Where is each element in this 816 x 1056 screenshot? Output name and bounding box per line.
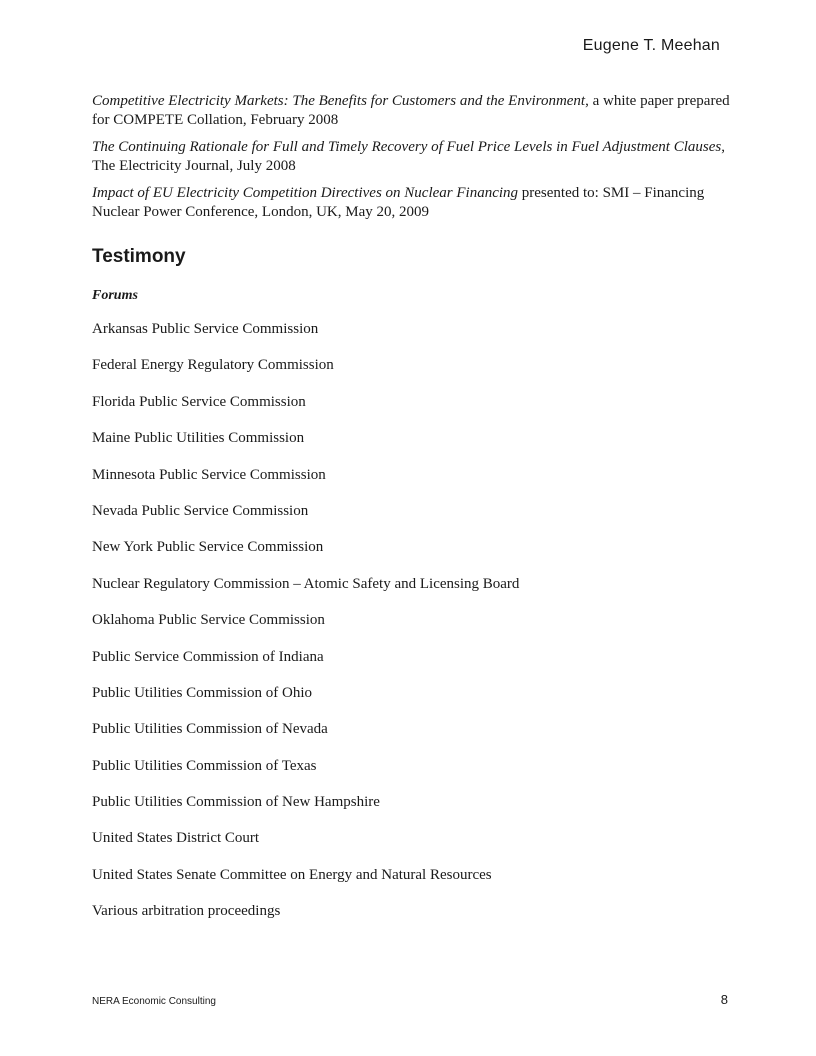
forum-item: Public Utilities Commission of Texas [92,757,317,774]
forum-item: Public Utilities Commission of Nevada [92,721,328,738]
header-author: Eugene T. Meehan [582,37,720,54]
publications-list [92,92,732,230]
publication-title: The Continuing Rationale for Full and Timely Recovery of Fuel Price Levels in Fuel Adjustment Clauses [92,139,722,155]
publication-details: , a white paper prepared for COMPETE Collation, February 2008 [92,93,730,128]
footer-firm: NERA Economic Consulting [92,996,216,1007]
publication-item [92,92,732,130]
publication-title: Impact of EU Electricity Competition Directives on Nuclear Financing [92,185,519,201]
forum-item: New York Public Service Commission [92,539,324,556]
section-heading-testimony: Testimony [92,246,186,267]
forums-list [92,320,519,939]
forum-item: Arkansas Public Service Commission [92,321,319,337]
forum-item: Public Utilities Commission of Ohio [92,684,313,701]
page-number: 8 [720,992,728,1007]
publication-details: , The Electricity Journal, July 2008 [92,139,725,174]
forum-item: Public Service Commission of Indiana [92,648,324,665]
forum-item: Maine Public Utilities Commission [92,430,305,447]
forum-item: Nevada Public Service Commission [92,502,309,519]
forum-item: Florida Public Service Commission [92,393,306,410]
forum-item: Oklahoma Public Service Commission [92,612,325,629]
publication-title: Competitive Electricity Markets: The Benefits for Customers and the Environment [92,93,586,109]
forum-item: Minnesota Public Service Commission [92,466,326,483]
forum-item: Federal Energy Regulatory Commission [92,357,334,374]
publication-item [92,138,732,176]
forum-item: United States District Court [92,830,260,847]
publication-item [92,184,732,222]
forum-item: Various arbitration proceedings [92,903,281,920]
publication-details: presented to: SMI – Financing Nuclear Power Conference, London, UK, May 20, 2009 [92,185,705,220]
subheading-forums: Forums [92,288,138,303]
forum-item: United States Senate Committee on Energy and Natural Resources [92,866,492,883]
forum-item: Nuclear Regulatory Commission – Atomic Safety and Licensing Board [92,575,520,592]
forum-item: Public Utilities Commission of New Hampshire [92,794,380,811]
